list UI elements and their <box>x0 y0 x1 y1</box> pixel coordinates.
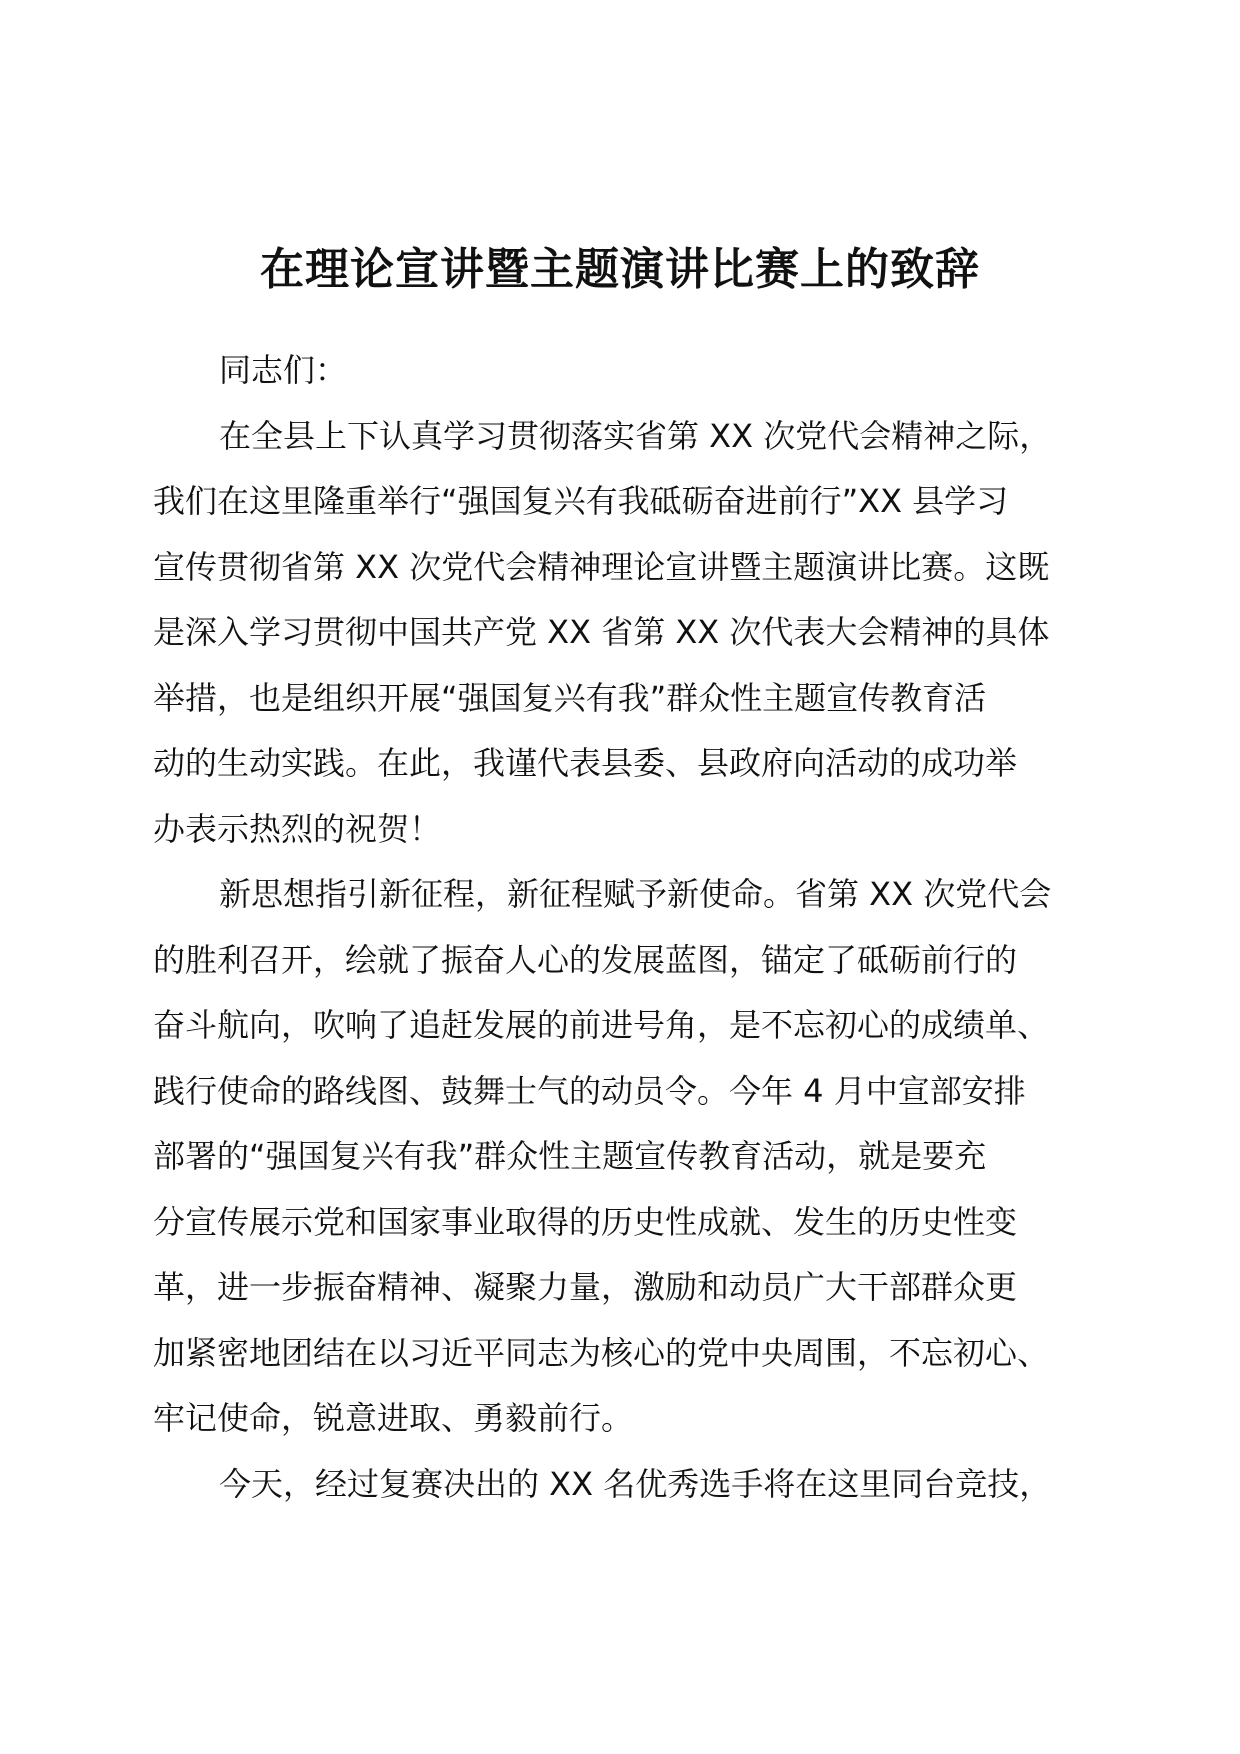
text-line: 是深入学习贯彻中国共产党 XX 省第 XX 次代表大会精神的具体 <box>153 613 1050 651</box>
text-line: 新思想指引新征程，新征程赋予新使命。省第 XX 次党代会 <box>219 875 1052 913</box>
text-line: 革，进一步振奋精神、凝聚力量，激励和动员广大干部群众更 <box>153 1268 1018 1306</box>
text-line: 同志们： <box>219 351 348 389</box>
text-line: 我们在这里隆重举行“强国复兴有我砥砺奋进前行”XX 县学习 <box>153 482 1009 520</box>
text-line: 部署的“强国复兴有我”群众性主题宣传教育活动，就是要充 <box>153 1137 987 1175</box>
text-line: 的胜利召开，绘就了振奋人心的发展蓝图，锚定了砥砺前行的 <box>153 940 1018 979</box>
text-line: 加紧密地团结在以习近平同志为核心的党中央周围，不忘初心、 <box>153 1333 1050 1372</box>
text-line: 办表示热烈的祝贺！ <box>153 809 442 848</box>
text-line: 践行使命的路线图、鼓舞士气的动员令。今年 4 月中宣部安排 <box>153 1071 1026 1110</box>
text-line: 宣传贯彻省第 XX 次党代会精神理论宣讲暨主题演讲比赛。这既 <box>153 547 1050 586</box>
text-line: 动的生动实践。在此，我谨代表县委、县政府向活动的成功举 <box>153 744 1018 782</box>
text-line: 今天，经过复赛决出的 XX 名优秀选手将在这里同台竞技， <box>219 1464 1052 1503</box>
text-line: 举措，也是组织开展“强国复兴有我”群众性主题宣传教育活 <box>153 678 987 717</box>
text-line: 分宣传展示党和国家事业取得的历史性成就、发生的历史性变 <box>153 1202 1018 1241</box>
text-line: 在全县上下认真学习贯彻落实省第 XX 次党代会精神之际， <box>219 416 1052 455</box>
text-line: 奋斗航向，吹响了追赶发展的前进号角，是不忘初心的成绩单、 <box>153 1006 1050 1044</box>
document-title: 在理论宣讲暨主题演讲比赛上的致辞 <box>260 244 980 295</box>
document-body <box>153 338 1088 1517</box>
text-line: 牢记使命，锐意进取、勇毅前行。 <box>153 1399 634 1437</box>
